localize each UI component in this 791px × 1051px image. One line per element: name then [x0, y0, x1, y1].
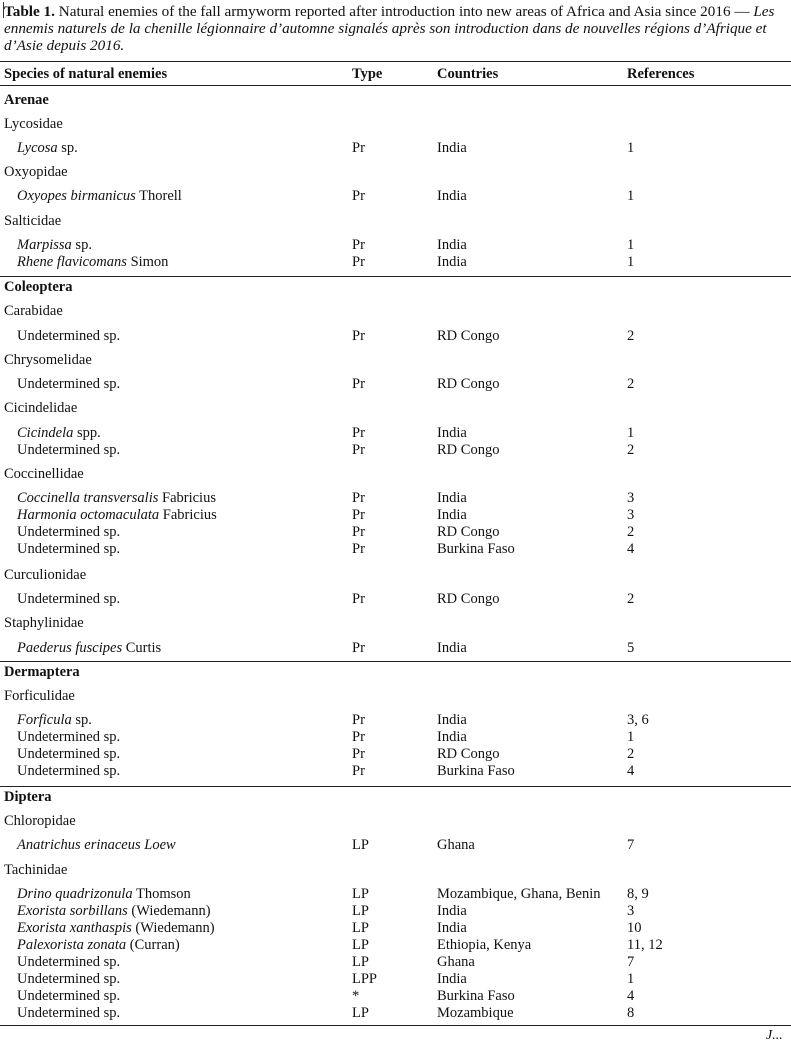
- page-footer-mark: J...: [766, 1028, 783, 1043]
- countries-cell: RD Congo: [437, 746, 500, 762]
- order-rule: [0, 786, 791, 787]
- references-cell: 3: [627, 903, 635, 919]
- references-cell: 1: [627, 188, 635, 204]
- countries-cell: India: [437, 507, 467, 523]
- countries-cell: India: [437, 920, 467, 936]
- header-countries: Countries: [437, 66, 499, 82]
- order-heading: Diptera: [4, 789, 52, 805]
- table-row: [0, 490, 791, 507]
- species-cell: [17, 188, 182, 205]
- table-row: [0, 763, 791, 780]
- table-caption: [4, 3, 787, 54]
- type-cell: Pr: [352, 763, 365, 779]
- species-cell: [17, 1005, 120, 1022]
- species-authority: spp.: [73, 425, 101, 441]
- countries-cell: Ghana: [437, 837, 475, 853]
- species-authority: Undetermined sp.: [17, 746, 121, 762]
- species-italic: Coccinella transversalis: [17, 490, 159, 506]
- countries-cell: RD Congo: [437, 591, 500, 607]
- countries-cell: Ethiopia, Kenya: [437, 937, 532, 953]
- species-authority: sp.: [71, 237, 92, 253]
- caption-french: Les ennemis naturels de la chenille légionnaire d’automne signalés après son introduction dans de nouvelles régions d’Afrique et d’Asie depuis 2016.: [4, 3, 775, 54]
- countries-cell: India: [437, 903, 467, 919]
- countries-cell: RD Congo: [437, 376, 500, 392]
- species-authority: Simon: [126, 254, 169, 270]
- species-cell: [17, 712, 92, 729]
- references-cell: 1: [627, 237, 635, 253]
- species-cell: [17, 903, 211, 920]
- countries-cell: RD Congo: [437, 442, 500, 458]
- species-authority: (Curran): [126, 937, 180, 953]
- species-italic: Exorista sorbillans: [17, 903, 128, 919]
- family-heading: Tachinidae: [4, 862, 68, 878]
- species-cell: [17, 729, 120, 746]
- countries-cell: India: [437, 425, 467, 441]
- references-cell: 1: [627, 254, 635, 270]
- references-cell: 2: [627, 376, 635, 392]
- type-cell: LP: [352, 1005, 369, 1021]
- species-cell: [17, 886, 191, 903]
- type-cell: *: [352, 988, 360, 1004]
- top-rule: [0, 61, 791, 62]
- countries-cell: India: [437, 490, 467, 506]
- species-authority: Undetermined sp.: [17, 954, 121, 970]
- countries-cell: India: [437, 188, 467, 204]
- references-cell: 3: [627, 490, 635, 506]
- countries-cell: Mozambique, Ghana, Benin: [437, 886, 601, 902]
- countries-cell: Burkina Faso: [437, 541, 515, 557]
- species-authority: Undetermined sp.: [17, 729, 121, 745]
- table-row: [0, 937, 791, 954]
- family-heading: Carabidae: [4, 303, 63, 319]
- header-type: Type: [352, 66, 383, 82]
- type-cell: Pr: [352, 591, 365, 607]
- bottom-rule: [0, 1025, 791, 1026]
- family-heading: Staphylinidae: [4, 615, 84, 631]
- family-heading: Chrysomelidae: [4, 352, 92, 368]
- species-cell: [17, 746, 120, 763]
- table-row: [0, 903, 791, 920]
- countries-cell: Ghana: [437, 954, 475, 970]
- table-row: [0, 442, 791, 459]
- species-cell: [17, 971, 120, 988]
- references-cell: 1: [627, 140, 635, 156]
- species-cell: [17, 507, 217, 524]
- order-rule: [0, 276, 791, 277]
- species-italic: Lycosa: [17, 140, 58, 156]
- species-cell: [17, 425, 101, 442]
- species-authority: Undetermined sp.: [17, 591, 121, 607]
- type-cell: Pr: [352, 140, 365, 156]
- species-authority: Undetermined sp.: [17, 442, 121, 458]
- family-heading: Oxyopidae: [4, 164, 68, 180]
- table-row: [0, 376, 791, 393]
- references-cell: 2: [627, 328, 635, 344]
- species-authority: (Wiedemann): [131, 920, 215, 936]
- type-cell: LP: [352, 920, 369, 936]
- species-authority: Undetermined sp.: [17, 376, 121, 392]
- type-cell: Pr: [352, 425, 365, 441]
- species-cell: [17, 640, 161, 657]
- species-italic: Cicindela: [17, 425, 74, 441]
- type-cell: LP: [352, 954, 369, 970]
- family-heading: Lycosidae: [4, 116, 63, 132]
- species-cell: [17, 237, 92, 254]
- species-authority: Undetermined sp.: [17, 524, 121, 540]
- species-authority: Undetermined sp.: [17, 1005, 121, 1021]
- references-cell: 2: [627, 591, 635, 607]
- species-authority: sp.: [71, 712, 92, 728]
- references-cell: 5: [627, 640, 635, 656]
- table-row: [0, 920, 791, 937]
- references-cell: 7: [627, 837, 635, 853]
- references-cell: 3, 6: [627, 712, 649, 728]
- table-row: [0, 886, 791, 903]
- table-row: [0, 254, 791, 271]
- type-cell: Pr: [352, 328, 365, 344]
- references-cell: 4: [627, 541, 635, 557]
- species-cell: [17, 442, 120, 459]
- table-row: [0, 328, 791, 345]
- table-row: [0, 237, 791, 254]
- species-authority: Undetermined sp.: [17, 988, 121, 1004]
- type-cell: LP: [352, 886, 369, 902]
- order-heading: Dermaptera: [4, 664, 80, 680]
- header-rule: [0, 85, 791, 86]
- table-row: [0, 988, 791, 1005]
- species-authority: Thomson: [132, 886, 191, 902]
- table-row: [0, 729, 791, 746]
- species-cell: [17, 937, 180, 954]
- table-row: [0, 140, 791, 157]
- type-cell: Pr: [352, 746, 365, 762]
- species-italic: Palexorista zonata: [17, 937, 127, 953]
- type-cell: Pr: [352, 640, 365, 656]
- table-row: [0, 591, 791, 608]
- table-row: [0, 954, 791, 971]
- countries-cell: Burkina Faso: [437, 763, 515, 779]
- species-cell: [17, 954, 120, 971]
- species-authority: Fabricius: [159, 507, 217, 523]
- references-cell: 1: [627, 425, 635, 441]
- species-italic: Harmonia octomaculata: [17, 507, 160, 523]
- species-authority: Undetermined sp.: [17, 763, 121, 779]
- header-references: References: [627, 66, 695, 82]
- table-row: [0, 541, 791, 558]
- species-italic: Drino quadrizonula: [17, 886, 133, 902]
- type-cell: Pr: [352, 507, 365, 523]
- table-row: [0, 1005, 791, 1022]
- type-cell: Pr: [352, 541, 365, 557]
- countries-cell: India: [437, 640, 467, 656]
- family-heading: Forficulidae: [4, 688, 75, 704]
- countries-cell: RD Congo: [437, 328, 500, 344]
- type-cell: Pr: [352, 490, 365, 506]
- species-cell: [17, 591, 120, 608]
- family-heading: Salticidae: [4, 213, 62, 229]
- species-italic: Marpissa: [17, 237, 72, 253]
- species-italic: Exorista xanthaspis: [17, 920, 132, 936]
- countries-cell: India: [437, 254, 467, 270]
- table-row: [0, 746, 791, 763]
- species-italic: Paederus fuscipes: [17, 640, 123, 656]
- order-heading: Arenae: [4, 92, 49, 108]
- species-cell: [17, 763, 120, 780]
- table-row: [0, 971, 791, 988]
- countries-cell: Burkina Faso: [437, 988, 515, 1004]
- type-cell: LPP: [352, 971, 377, 987]
- references-cell: 2: [627, 524, 635, 540]
- type-cell: Pr: [352, 376, 365, 392]
- caption-english: Natural enemies of the fall armyworm reported after introduction into new areas of Africa and Asia since 2016 —: [54, 3, 754, 20]
- references-cell: 4: [627, 763, 635, 779]
- species-cell: [17, 140, 78, 157]
- countries-cell: India: [437, 237, 467, 253]
- species-italic: Anatrichus erinaceus Loew: [17, 837, 176, 853]
- references-cell: 7: [627, 954, 635, 970]
- species-cell: [17, 541, 120, 558]
- references-cell: 4: [627, 988, 635, 1004]
- table-row: [0, 425, 791, 442]
- references-cell: 3: [627, 507, 635, 523]
- order-rule: [0, 661, 791, 662]
- countries-cell: India: [437, 971, 467, 987]
- type-cell: LP: [352, 937, 369, 953]
- countries-cell: India: [437, 712, 467, 728]
- references-cell: 10: [627, 920, 642, 936]
- species-cell: [17, 376, 120, 393]
- references-cell: 8, 9: [627, 886, 649, 902]
- countries-cell: India: [437, 140, 467, 156]
- species-cell: [17, 490, 216, 507]
- species-cell: [17, 988, 120, 1005]
- species-cell: [17, 524, 120, 541]
- family-heading: Curculionidae: [4, 567, 87, 583]
- type-cell: Pr: [352, 254, 365, 270]
- species-authority: Undetermined sp.: [17, 328, 121, 344]
- countries-cell: India: [437, 729, 467, 745]
- header-species: Species of natural enemies: [4, 66, 168, 82]
- type-cell: Pr: [352, 524, 365, 540]
- type-cell: Pr: [352, 188, 365, 204]
- table-row: [0, 524, 791, 541]
- species-authority: Undetermined sp.: [17, 971, 121, 987]
- type-cell: LP: [352, 837, 369, 853]
- species-authority: Curtis: [122, 640, 162, 656]
- references-cell: 2: [627, 442, 635, 458]
- table-row: [0, 188, 791, 205]
- type-cell: Pr: [352, 712, 365, 728]
- order-heading: Coleoptera: [4, 279, 73, 295]
- references-cell: 1: [627, 729, 635, 745]
- type-cell: LP: [352, 903, 369, 919]
- type-cell: Pr: [352, 442, 365, 458]
- family-heading: Chloropidae: [4, 813, 76, 829]
- species-authority: sp.: [57, 140, 78, 156]
- references-cell: 11, 12: [627, 937, 663, 953]
- species-cell: [17, 328, 120, 345]
- species-authority: (Wiedemann): [127, 903, 211, 919]
- table-row: [0, 640, 791, 657]
- species-italic: Forficula: [17, 712, 72, 728]
- type-cell: Pr: [352, 237, 365, 253]
- caption-label: Table 1.: [4, 3, 55, 20]
- species-italic: Oxyopes birmanicus: [17, 188, 136, 204]
- table-row: [0, 507, 791, 524]
- references-cell: 2: [627, 746, 635, 762]
- species-authority: Thorell: [135, 188, 182, 204]
- species-authority: Fabricius: [158, 490, 216, 506]
- family-heading: Cicindelidae: [4, 400, 78, 416]
- table-row: [0, 837, 791, 854]
- table-row: [0, 712, 791, 729]
- species-authority: Undetermined sp.: [17, 541, 121, 557]
- species-cell: [17, 920, 215, 937]
- species-italic: Rhene flavicomans: [17, 254, 127, 270]
- references-cell: 8: [627, 1005, 635, 1021]
- countries-cell: Mozambique: [437, 1005, 514, 1021]
- countries-cell: RD Congo: [437, 524, 500, 540]
- species-cell: [17, 254, 168, 271]
- type-cell: Pr: [352, 729, 365, 745]
- species-cell: [17, 837, 176, 854]
- family-heading: Coccinellidae: [4, 466, 84, 482]
- references-cell: 1: [627, 971, 635, 987]
